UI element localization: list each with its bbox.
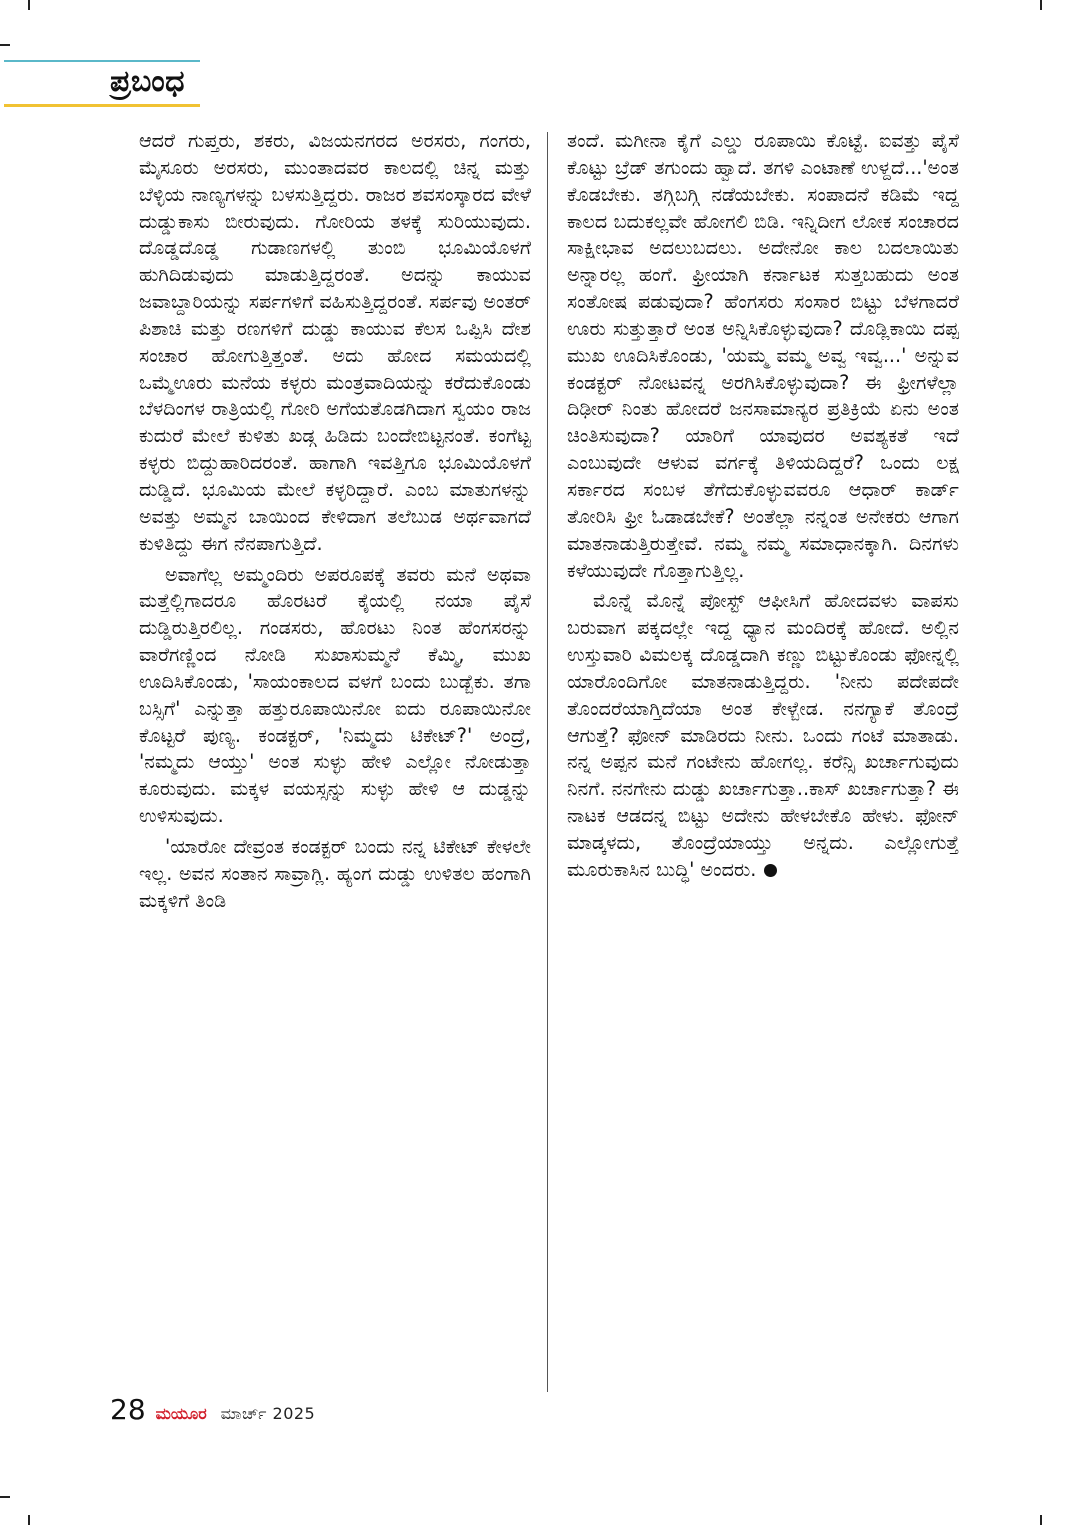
end-of-article-icon bbox=[764, 864, 777, 877]
issue-date: ಮಾರ್ಚ್ 2025 bbox=[220, 1404, 316, 1423]
paragraph-text: ಮೊನ್ನೆ ಮೊನ್ನೆ ಪೋಸ್ಟ್ ಆಫೀಸಿಗೆ ಹೋದವಳು ವಾಪಸು ಬರುವಾಗ ಪಕ್ಕದಲ್ಲೇ ಇದ್ದ ಧ್ಯಾನ ಮಂದಿರಕ್ಕೆ ಹೋದೆ. ಅಲ್ಲಿನ ಉಸ್ತುವಾರಿ ವಿಮಲಕ್ಕ ದೊಡ್ಡದಾಗಿ ಕಣ್ಣು ಬಿಟ್ಟುಕೊಂಡು ಫೋನ್ನಲ್ಲಿ ಯಾರೊಂದಿಗೋ ಮಾತನಾಡುತ್ತಿದ್ದರು. 'ನೀನು ಪದೇಪದೇ ತೊಂದರೆಯಾಗ್ತಿದೆಯಾ ಅಂತ ಕೇಳ್ಬೇಡ. ನನಗ್ಯಾಕೆ ತೊಂದ್ರೆ ಆಗುತ್ತೆ? ಫೋನ್ ಮಾಡಿರದು ನೀನು. ಒಂದು ಗಂಟೆ ಮಾತಾಡು. ನನ್ನ ಅಪ್ಪನ ಮನೆ ಗಂಟೇನು ಹೋಗಲ್ಲ. ಕರೆನ್ಸಿ ಖರ್ಚಾಗುವುದು ನಿನಗೆ. ನನಗೇನು ದುಡ್ಡು ಖರ್ಚಾಗುತ್ತಾ..ಕಾಸ್ ಖರ್ಚಾಗುತ್ತಾ? ಈ ನಾಟಕ ಆಡದನ್ನ ಬಿಟ್ಟು ಅದೇನು ಹೇಳಬೇಕೊ ಹೇಳು. ಫೋನ್ ಮಾಡ್ಕಳದು, ತೊಂದ್ರೆಯಾಯ್ತು ಅನ್ನದು. ಎಲ್ಲೋಗುತ್ತೆ ಮೂರುಕಾಸಿನ ಬುದ್ಧಿ' ಅಂದರು. bbox=[567, 589, 959, 881]
crop-mark-top-left bbox=[28, 0, 30, 10]
paragraph: ಆದರೆ ಗುಪ್ತರು, ಶಕರು, ವಿಜಯನಗರದ ಅರಸರು, ಗಂಗರು, ಮೈಸೂರು ಅರಸರು, ಮುಂತಾದವರ ಕಾಲದಲ್ಲಿ ಚಿನ್ನ ಮತ್ತು ಬೆಳ್ಳಿಯ ನಾಣ್ಯಗಳನ್ನು ಬಳಸುತ್ತಿದ್ದರು. ರಾಜರ ಶವಸಂಸ್ಕಾರದ ವೇಳೆ ದುಡ್ಡುಕಾಸು ಬೀರುವುದು. ಗೋರಿಯ ತಳಕ್ಕೆ ಸುರಿಯುವುದು. ದೊಡ್ಡದೊಡ್ಡ ಗುಡಾಣಗಳಲ್ಲಿ ತುಂಬಿ ಭೂಮಿಯೊಳಗೆ ಹುಗಿದಿಡುವುದು ಮಾಡುತ್ತಿದ್ದರಂತೆ. ಅದನ್ನು ಕಾಯುವ ಜವಾಬ್ದಾರಿಯನ್ನು ಸರ್ಪಗಳಿಗೆ ವಹಿಸುತ್ತಿದ್ದರಂತೆ. ಸರ್ಪವು ಅಂತರ್ ಪಿಶಾಚಿ ಮತ್ತು ರಣಗಳಿಗೆ ದುಡ್ಡು ಕಾಯುವ ಕೆಲಸ ಒಪ್ಪಿಸಿ ದೇಶ ಸಂಚಾರ ಹೋಗುತ್ತಿತ್ತಂತೆ. ಅದು ಹೋದ ಸಮಯದಲ್ಲಿ ಒಮ್ಮೆಊರು ಮನೆಯ ಕಳ್ಳರು ಮಂತ್ರವಾದಿಯನ್ನು ಕರೆದುಕೊಂಡು ಬೆಳದಿಂಗಳ ರಾತ್ರಿಯಲ್ಲಿ ಗೋರಿ ಅಗೆಯತೊಡಗಿದಾಗ ಸ್ವಯಂ ರಾಜ ಕುದುರೆ ಮೇಲೆ ಕುಳಿತು ಖಡ್ಗ ಹಿಡಿದು ಬಂದೇಬಿಟ್ಟನಂತೆ. ಕಂಗೆಟ್ಟ ಕಳ್ಳರು ಬಿದ್ದುಹಾರಿದರಂತೆ. ಹಾಗಾಗಿ ಇವತ್ತಿಗೂ ಭೂಮಿಯೊಳಗೆ ದುಡ್ಡಿದೆ. ಭೂಮಿಯ ಮೇಲೆ ಕಳ್ಳರಿದ್ದಾರೆ. ಎಂಬ ಮಾತುಗಳನ್ನು ಅವತ್ತು ಅಮ್ಮನ ಬಾಯಿಂದ ಕೇಳಿದಾಗ ತಲೆಬುಡ ಅರ್ಥವಾಗದೆ ಕುಳಿತಿದ್ದು ಈಗ ನೆನಪಾಗುತ್ತಿದೆ. bbox=[139, 129, 531, 555]
section-header-rule-bottom bbox=[4, 104, 200, 107]
article-column-left bbox=[139, 128, 531, 1390]
section-header-rule-top bbox=[4, 60, 200, 62]
paragraph-last bbox=[567, 588, 959, 883]
column-divider bbox=[547, 132, 548, 1392]
paragraph: ಅವಾಗೆಲ್ಲ ಅಮ್ಮಂದಿರು ಅಪರೂಪಕ್ಕೆ ತವರು ಮನೆ ಅಥವಾ ಮತ್ತೆಲ್ಲಿಗಾದರೂ ಹೊರಟರೆ ಕೈಯಲ್ಲಿ ನಯಾ ಪೈಸೆ ದುಡ್ಡಿರುತ್ತಿರಲಿಲ್ಲ. ಗಂಡಸರು, ಹೊರಟು ನಿಂತ ಹೆಂಗಸರನ್ನು ವಾರೆಗಣ್ಣಿಂದ ನೋಡಿ ಸುಖಾಸುಮ್ಮನೆ ಕೆಮ್ಮಿ, ಮುಖ ಊದಿಸಿಕೊಂಡು, 'ಸಾಯಂಕಾಲದ ವಳಗೆ ಬಂದು ಬುಡ್ಬೆಕು. ತಗಾ ಬಸ್ಸಿಗೆ' ಎನ್ನುತ್ತಾ ಹತ್ತುರೂಪಾಯಿನೋ ಐದು ರೂಪಾಯಿನೋ ಕೊಟ್ಟರೆ ಪುಣ್ಯ. ಕಂಡಕ್ಟರ್, 'ನಿಮ್ಮದು ಟಿಕೇಟ್?' ಅಂದ್ರೆ, 'ನಮ್ಮದು ಆಯ್ತು' ಅಂತ ಸುಳ್ಳು ಹೇಳಿ ಎಲ್ಲೋ ನೋಡುತ್ತಾ ಕೂರುವುದು. ಮಕ್ಕಳ ವಯಸ್ಸನ್ನು ಸುಳ್ಳು ಹೇಳಿ ಆ ದುಡ್ಡನ್ನು ಉಳಿಸುವುದು. bbox=[139, 562, 531, 828]
paragraph: 'ಯಾರೋ ದೇವ್ರಂತ ಕಂಡಕ್ಟರ್ ಬಂದು ನನ್ನ ಟಿಕೇಟ್ ಕೇಳಲೇ ಇಲ್ಲ. ಅವನ ಸಂತಾನ ಸಾವ್ರಾಗ್ಲಿ. ಹ್ಯಂಗ ದುಡ್ಡು ಉಳಿತಲ ಹಂಗಾಗಿ ಮಕ್ಕಳಿಗೆ ತಿಂಡಿ bbox=[139, 834, 531, 912]
crop-mark-bottom-right bbox=[1040, 1515, 1042, 1525]
crop-mark-bottom-left bbox=[28, 1515, 30, 1525]
magazine-logo: ಮಯೂರ bbox=[155, 1404, 207, 1423]
crop-mark-top-right bbox=[1040, 0, 1042, 10]
crop-mark-left-lower bbox=[0, 1496, 10, 1498]
page-footer bbox=[110, 1393, 315, 1429]
section-title: ಪ್ರಬಂಧ bbox=[110, 64, 186, 99]
crop-mark-left-upper bbox=[0, 44, 10, 46]
paragraph: ತಂದೆ. ಮಗೀನಾ ಕೈಗೆ ಎಲ್ಡು ರೂಪಾಯಿ ಕೊಟ್ಟೆ. ಐವತ್ತು ಪೈಸೆ ಕೊಟ್ಟು ಬ್ರೆಡ್ ತಗುಂದು ಹ್ವಾದೆ. ತಗಳಿ ಎಂಟಾಣೆ ಉಳ್ದದೆ...'ಅಂತ ಕೊಡಬೇಕು. ತಗ್ಗಿಬಗ್ಗಿ ನಡೆಯಬೇಕು. ಸಂಪಾದನೆ ಕಡಿಮೆ ಇದ್ದ ಕಾಲದ ಬದುಕಲ್ಲವೇ ಹೋಗಲಿ ಬಿಡಿ. ಇನ್ನಿದೀಗ ಲೋಕ ಸಂಚಾರದ ಸಾಕ್ಷೀಭಾವ ಅದಲುಬದಲು. ಅದೇನೋ ಕಾಲ ಬದಲಾಯಿತು ಅನ್ನಾರಲ್ಲ ಹಂಗೆ. ಫ್ರೀಯಾಗಿ ಕರ್ನಾಟಕ ಸುತ್ತಬಹುದು ಅಂತ ಸಂತೋಷ ಪಡುವುದಾ? ಹೆಂಗಸರು ಸಂಸಾರ ಬಿಟ್ಟು ಬೆಳಗಾದರೆ ಊರು ಸುತ್ತುತ್ತಾರೆ ಅಂತ ಅನ್ನಿಸಿಕೊಳ್ಳುವುದಾ? ದೊಡ್ಲಿಕಾಯಿ ದಪ್ಪ ಮುಖ ಊದಿಸಿಕೊಂಡು, 'ಯಮ್ಮ ವಮ್ಮ ಅವ್ವ ಇವ್ವ...' ಅನ್ನುವ ಕಂಡಕ್ಟರ್ ನೋಟವನ್ನ ಅರಗಿಸಿಕೊಳ್ಳುವುದಾ? ಈ ಫ್ರೀಗಳೆಲ್ಲಾ ದಿಢೀರ್ ನಿಂತು ಹೋದರೆ ಜನಸಾಮಾನ್ಯರ ಪ್ರತಿಕ್ರಿಯೆ ಏನು ಅಂತ ಚಿಂತಿಸುವುದಾ? ಯಾರಿಗೆ ಯಾವುದರ ಅವಶ್ಯಕತೆ ಇದೆ ಎಂಬುವುದೇ ಆಳುವ ವರ್ಗಕ್ಕೆ ತಿಳಿಯದಿದ್ದರೆ? ಒಂದು ಲಕ್ಷ ಸರ್ಕಾರದ ಸಂಬಳ ತೆಗೆದುಕೊಳ್ಳುವವರೂ ಆಧಾರ್ ಕಾರ್ಡ್ ತೋರಿಸಿ ಫ್ರೀ ಓಡಾಡಬೇಕೆ? ಅಂತೆಲ್ಲಾ ನನ್ನಂತ ಅನೇಕರು ಆಗಾಗ ಮಾತನಾಡುತ್ತಿರುತ್ತೇವೆ. ನಮ್ಮ ನಮ್ಮ ಸಮಾಧಾನಕ್ಕಾಗಿ. ದಿನಗಳು ಕಳೆಯುವುದೇ ಗೊತ್ತಾಗುತ್ತಿಲ್ಲ. bbox=[567, 129, 959, 582]
page-number: 28 bbox=[110, 1393, 146, 1426]
article-column-right bbox=[567, 128, 959, 1390]
